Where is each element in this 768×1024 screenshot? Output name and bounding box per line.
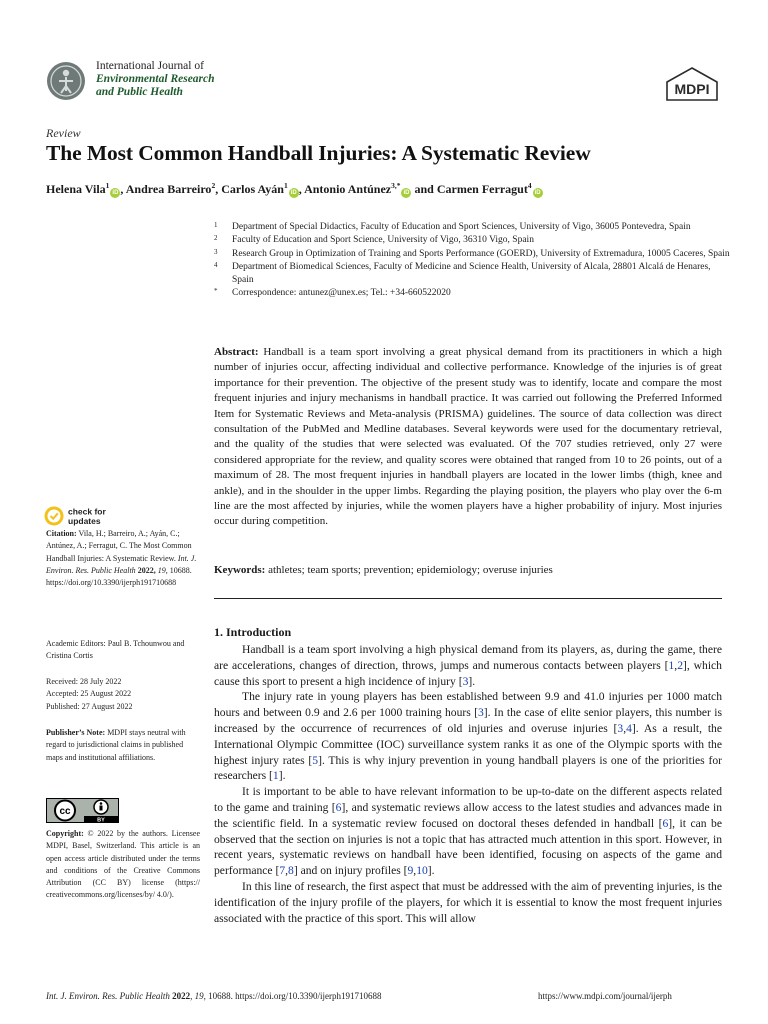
citation-reference-link[interactable]: 1 bbox=[272, 769, 279, 783]
body-text-segment: ], it can be observed that the section on injuries is not a topic that has attracted much attention in this sport. However, in recent years, systematic reviews on handball have been identified, focusing on aspects of the game and performance [ bbox=[214, 816, 722, 878]
affiliation-number: * bbox=[214, 287, 218, 296]
footer-doi[interactable]: , 10688. https://doi.org/10.3390/ijerph191710688 bbox=[203, 991, 382, 1001]
affiliation-item bbox=[214, 261, 734, 288]
affiliation-text: Department of Biomedical Sciences, Faculty of Medicine and Science Health, University of Alcala, 28801 Alcalá de Henares, Spain bbox=[232, 261, 711, 286]
cc-text: cc bbox=[59, 806, 71, 817]
citation-reference-link[interactable]: 10 bbox=[416, 864, 428, 878]
check-updates-line1: check for bbox=[68, 506, 106, 517]
publisher-note-label: Publisher’s Note: bbox=[46, 728, 106, 737]
author-name[interactable]: Carmen Ferragut bbox=[436, 182, 528, 196]
body-text-segment: It is important to be able to have relevant information to be up-to-date on the different aspects related to the game and training [ bbox=[214, 785, 722, 814]
divider bbox=[214, 598, 722, 599]
body-text-segment: ] and on injury profiles [ bbox=[293, 864, 408, 878]
orcid-icon[interactable]: iD bbox=[403, 190, 410, 196]
keywords bbox=[214, 564, 722, 576]
date-accepted: Accepted: 25 August 2022 bbox=[46, 689, 132, 699]
abstract bbox=[214, 345, 722, 530]
citation-reference-link[interactable]: 7 bbox=[279, 864, 286, 878]
citation-reference-link[interactable]: 5 bbox=[312, 753, 319, 767]
author-name[interactable]: Antonio Antúnez bbox=[304, 182, 392, 196]
citation-reference-link[interactable]: 1 bbox=[668, 658, 675, 672]
body-text-segment: , bbox=[413, 864, 417, 878]
body-text-segment: , bbox=[285, 864, 289, 878]
body-text-segment: , bbox=[623, 721, 627, 735]
body-text-segment: Handball is a team sport involving a high physical demand from its players, as, during the game, there are accelerations, changes of direction, throws, jumps and numerous contacts between players [ bbox=[214, 643, 722, 672]
orcid-icon[interactable]: iD bbox=[112, 190, 119, 196]
citation-journal: Int. J. Environ. Res. Public Health bbox=[46, 553, 197, 575]
body-text-segment: ]. bbox=[278, 769, 286, 783]
copyright-text: © 2022 by the authors. Licensee MDPI, Basel, Switzerland. This article is an open access article distributed under the terms and conditions of the Creative Commons Attribution (CC BY) license (https:// creativecommons.org/licenses/by/ 4.0/). bbox=[46, 829, 200, 900]
body-text-segment: ]. In the case of elite senior players, this number is increased by the occurrence of recurrences of old injuries and overuse injuries [ bbox=[214, 706, 722, 735]
author-affiliation-marker: 3,* bbox=[391, 181, 401, 190]
body-text-segment: In this line of research, the first aspect that must be addressed with the aim of preventing injuries, is the identification of the injury profile of the players, for which it is essential to know the most frequent injuries associated with the practice of this sport. This will allow bbox=[214, 879, 722, 925]
citation-doi[interactable]: 10688. https://doi.org/10.3390/ijerph191710688 bbox=[46, 565, 192, 588]
affiliation-item bbox=[214, 248, 734, 261]
author-name[interactable]: Carlos Ayán bbox=[221, 182, 284, 196]
citation-reference-link[interactable]: 8 bbox=[288, 864, 294, 878]
body-paragraph bbox=[214, 784, 722, 879]
journal-name-line3: and Public Health bbox=[96, 86, 183, 98]
affiliation-number: 1 bbox=[214, 221, 218, 229]
footer-journal: Int. J. Environ. Res. Public Health bbox=[46, 991, 170, 1001]
body-text-segment: ]. As a result, the International Olympic Committee (IOC) surveillance system ranks it as one of the Olympic sports with the highest injury rates [ bbox=[214, 721, 722, 767]
affiliation-number: 3 bbox=[214, 247, 218, 256]
citation-text: Vila, H.; Barreiro, A.; Ayán, C.; Antúnez, A.; Ferragut, C. The Most Common Handball Injuries: A Systematic Review. bbox=[46, 529, 192, 563]
author-separator: , bbox=[298, 182, 305, 196]
body-text-segment: ], and systematic reviews allow access to the latest studies and advances made in the scientific field. In a systematic review focused on doctoral theses defended in handball [ bbox=[214, 800, 722, 830]
copyright-block bbox=[46, 828, 200, 902]
journal-logo-icon bbox=[46, 61, 86, 101]
author-name[interactable]: Andrea Barreiro bbox=[125, 182, 212, 196]
footer-year: 2022 bbox=[169, 991, 191, 1001]
journal-name-line2: Environmental Research bbox=[96, 73, 215, 85]
keywords-label: Keywords: bbox=[214, 564, 266, 576]
dates-block bbox=[46, 676, 200, 713]
citation-reference-link[interactable]: 2 bbox=[677, 658, 683, 672]
affiliation-number: 4 bbox=[214, 260, 218, 269]
affiliation-item bbox=[214, 221, 734, 234]
orcid-icon[interactable]: iD bbox=[290, 190, 297, 196]
academic-editors: Academic Editors: Paul B. Tchounwou and Cristina Cortis bbox=[46, 639, 185, 661]
footer-journal-url[interactable]: https://www.mdpi.com/journal/ijerph bbox=[538, 991, 672, 1001]
author-affiliation-marker: 2 bbox=[211, 181, 216, 190]
abstract-text: Handball is a team sport involving a great physical demand from its practitioners in which a high number of injuries occur, affecting individual and collective performance. Knowledge of the injuries is of great importance for their prevention. The objective of the present study was to identify, locate and compare the most frequent injuries and injury mechanisms in handball practice. It was carried out following the Preferred Informed Item for Systematic Reviews and Meta-analysis (PRISMA) guidelines. The source of data collection was direct consultation of the PubMed and Medline databases. Several keywords were used for the documentary retrieval, and the quality of the studies that were selected was evaluated. Of the 707 studies retrieved, only 27 were considered appropriate for the review, and quality scores were obtained that ranged from 10 to 26 points, out of a maximum of 28. The most frequent injuries in handball players are located in the lower limbs (thigh, knee and ankle), and in the shoulder in the upper limbs. Regarding the playing position, the players who play over the 6-m line are the most affected by injuries, while the women players have a higher probability of injury. Most injuries occur during competition. bbox=[214, 346, 722, 528]
check-updates-line2: updates bbox=[68, 516, 101, 526]
article-type: Review bbox=[46, 126, 81, 140]
affiliation-text: Correspondence: antunez@unex.es; Tel.: +34-660522020 bbox=[232, 288, 451, 299]
section-heading-introduction: 1. Introduction bbox=[214, 625, 292, 639]
check-for-updates-badge[interactable] bbox=[44, 505, 124, 529]
citation-reference-link[interactable]: 6 bbox=[335, 800, 342, 814]
citation-reference-link[interactable]: 3 bbox=[617, 721, 624, 735]
body-paragraph bbox=[214, 689, 722, 784]
paper-title: The Most Common Handball Injuries: A Systematic Review bbox=[46, 141, 591, 165]
mdpi-logo-text: MDPI bbox=[674, 81, 710, 97]
body-text-segment: ]. This is why injury prevention in young handball players is one of the priorities for researchers [ bbox=[214, 753, 722, 783]
journal-name-line1: International Journal of bbox=[96, 60, 204, 72]
body-paragraph bbox=[214, 879, 722, 926]
affiliation-text: Research Group in Optimization of Training and Sports Performance (GOERD), University of Extremadura, 10005 Caceres, Spain bbox=[232, 248, 730, 259]
author-name[interactable]: Helena Vila bbox=[46, 182, 106, 196]
orcid-icon[interactable]: iD bbox=[534, 190, 541, 196]
footer-citation bbox=[46, 991, 381, 1001]
mdpi-logo-icon bbox=[666, 67, 718, 101]
body-text-segment: , bbox=[674, 658, 678, 672]
date-published: Published: 27 August 2022 bbox=[46, 701, 133, 711]
citation-year: 2022, bbox=[135, 565, 156, 575]
copyright-label: Copyright: bbox=[46, 829, 84, 838]
author-separator: , bbox=[120, 182, 126, 196]
publisher-note bbox=[46, 727, 200, 764]
body-text-segment: ]. bbox=[468, 674, 476, 688]
author-affiliation-marker: 1 bbox=[105, 181, 110, 190]
author-separator: , bbox=[215, 182, 222, 196]
cc-by-license-icon[interactable] bbox=[46, 798, 119, 823]
date-received: Received: 28 July 2022 bbox=[46, 677, 122, 686]
citation-reference-link[interactable]: 9 bbox=[407, 864, 414, 878]
affiliation-text: Department of Special Didactics, Faculty of Education and Sport Sciences, University of Vigo, 36005 Pontevedra, Spain bbox=[232, 222, 691, 232]
body-text-segment: ], which cause this sport to present a high incidence of injury [ bbox=[214, 658, 722, 688]
citation-reference-link[interactable]: 3 bbox=[477, 706, 484, 720]
author-affiliation-marker: 1 bbox=[283, 181, 288, 190]
affiliations bbox=[214, 221, 734, 301]
citation-reference-link[interactable]: 6 bbox=[662, 816, 669, 830]
journal-name bbox=[96, 60, 215, 99]
citation-reference-link[interactable]: 4 bbox=[626, 721, 632, 735]
affiliation-item bbox=[214, 287, 734, 300]
keywords-text: athletes; team sports; prevention; epidemiology; overuse injuries bbox=[265, 564, 553, 576]
introduction-body bbox=[214, 642, 722, 926]
affiliation-number: 2 bbox=[214, 234, 218, 243]
body-text-segment: ]. bbox=[427, 864, 435, 878]
by-text: BY bbox=[97, 817, 105, 823]
citation-block bbox=[46, 528, 200, 589]
body-text-segment: The injury rate in young players has been established between 9.9 and 41.0 injuries per 1000 match hours and between 0.9 and 2.6 per 1000 training hours [ bbox=[214, 690, 722, 720]
citation-volume: 19, bbox=[155, 565, 168, 575]
body-paragraph bbox=[214, 642, 722, 689]
author-separator: and bbox=[411, 182, 437, 196]
affiliation-item bbox=[214, 234, 734, 247]
footer-volume: , 19 bbox=[190, 991, 204, 1001]
author-affiliation-marker: 4 bbox=[527, 181, 532, 190]
citation-reference-link[interactable]: 3 bbox=[462, 674, 469, 688]
author-list bbox=[46, 181, 736, 198]
affiliation-text: Faculty of Education and Sport Science, University of Vigo, 36310 Vigo, Spain bbox=[232, 235, 534, 246]
citation-label: Citation: bbox=[46, 529, 77, 538]
abstract-label: Abstract: bbox=[214, 346, 259, 358]
publisher-note-text: MDPI stays neutral with regard to jurisdictional claims in published maps and institutional affiliations. bbox=[46, 728, 186, 762]
